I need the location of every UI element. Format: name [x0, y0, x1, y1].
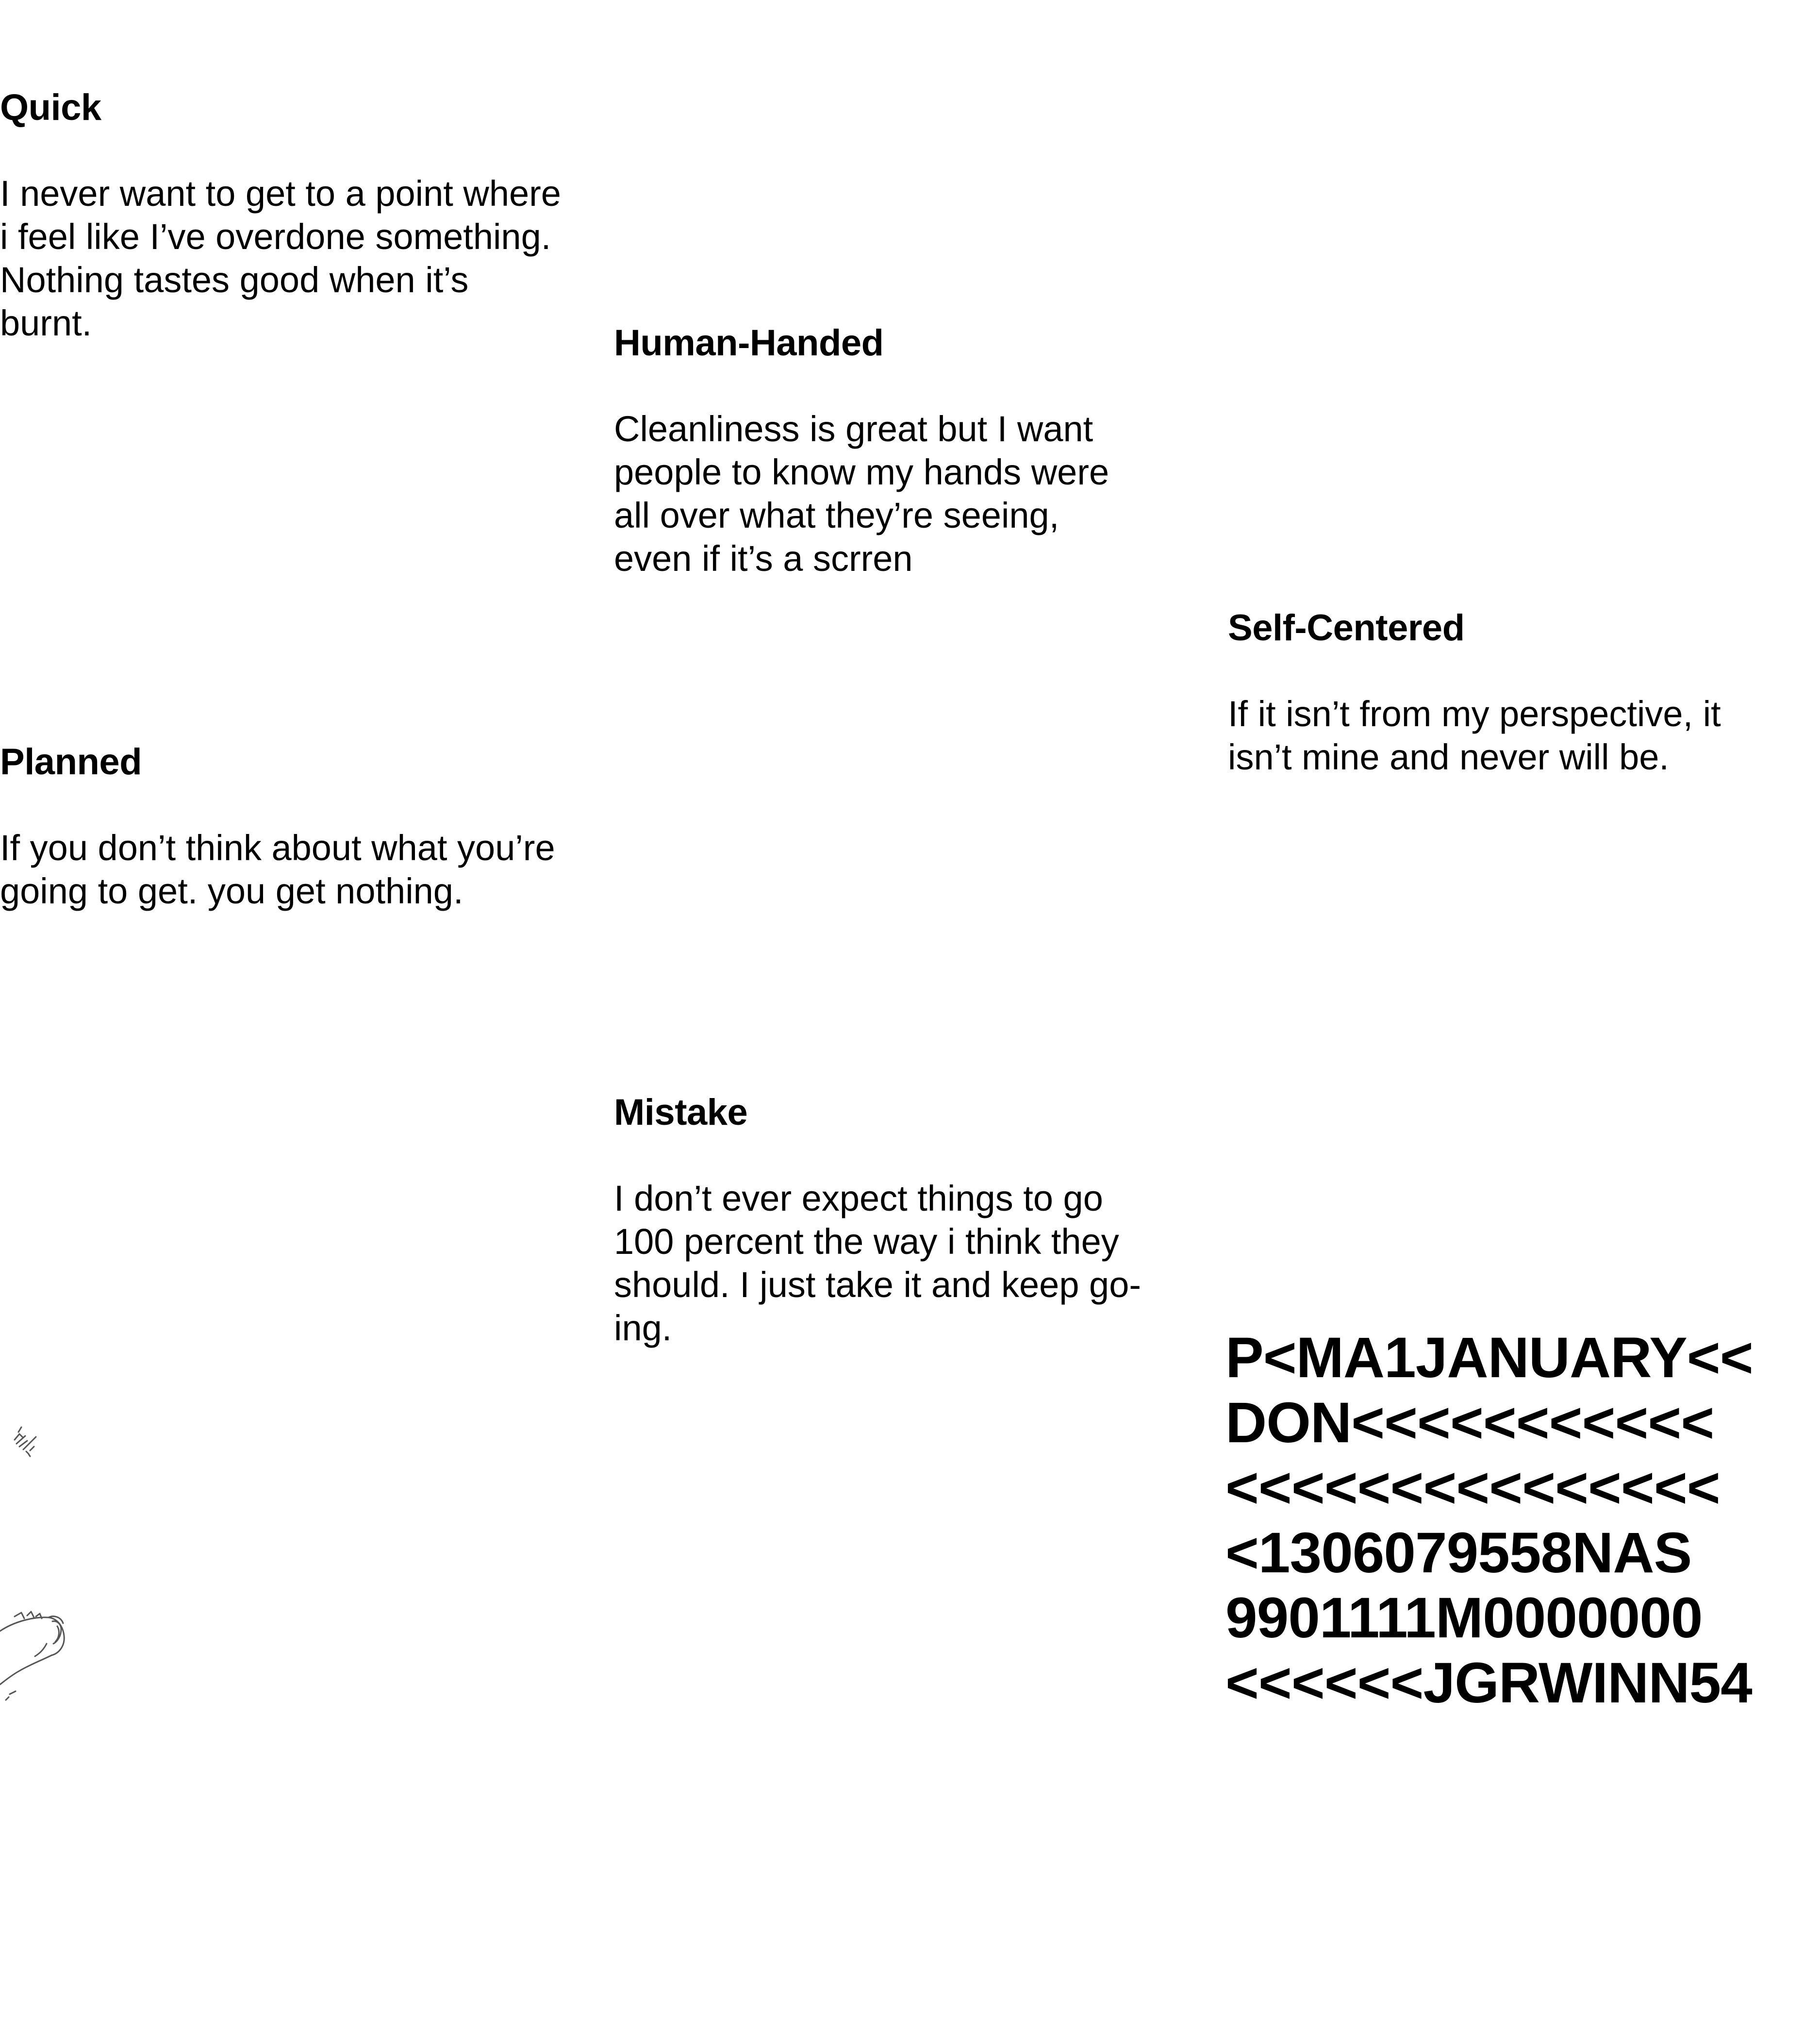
mrz-line: DON<<<<<<<<<<< [1225, 1391, 1714, 1455]
section-heading: Mistake [614, 1092, 748, 1133]
mrz-line: <1306079558NAS [1225, 1521, 1692, 1585]
mrz-line: P<MA1JANUARY<< [1225, 1326, 1753, 1390]
section-human-handed [614, 323, 1196, 580]
section-heading: Quick [0, 87, 101, 128]
section-heading: Human-Handed [614, 322, 884, 364]
section-quick [0, 87, 597, 345]
section-body: I don’t ever expect things to go 100 percent the way i think they should. I just take it and keep go- ing. [614, 1178, 1142, 1348]
section-body: If you don’t think about what you’re going to get. you get nothing. [0, 827, 555, 911]
section-planned [0, 742, 597, 913]
section-body: Cleanliness is great but I want people to know my hands were all over what they’re seeing, even if it’s a scrren [614, 408, 1109, 579]
mrz-line: 9901111M0000000 [1225, 1586, 1703, 1650]
section-heading: Self-Centered [1228, 607, 1465, 649]
mrz-line: <<<<<<<<<<<<<<< [1225, 1456, 1720, 1520]
section-body: I never want to get to a point where i feel like I’ve overdone something. Nothing tastes good when it’s burnt. [0, 173, 561, 343]
section-heading: Planned [0, 741, 142, 783]
mrz-line: <<<<<<JGRWINN54 [1225, 1651, 1752, 1715]
section-body: If it isn’t from my perspective, it isn’t mine and never will be. [1228, 693, 1721, 777]
passport-mrz-block [1225, 1325, 1818, 1716]
section-self-centered [1228, 608, 1810, 779]
hand-sketch-icon [0, 1422, 97, 1733]
section-mistake [614, 1092, 1196, 1350]
